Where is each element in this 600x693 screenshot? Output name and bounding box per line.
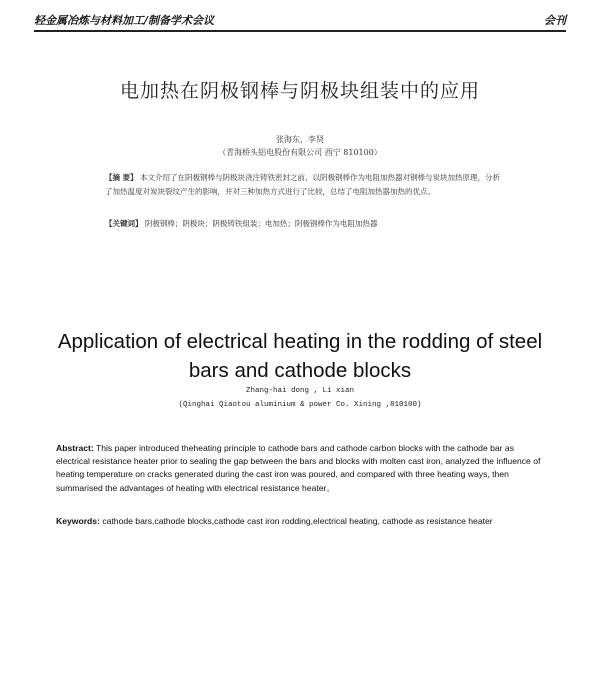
english-affiliation: (Qinghai Qiaotou aluminium & power Co. Xining ,810100) xyxy=(178,401,422,409)
section-name: 会刊 xyxy=(544,14,566,27)
chinese-abstract xyxy=(105,171,505,199)
english-authors: Zhang-hai dong , Li xian xyxy=(245,387,355,395)
running-header xyxy=(34,8,566,32)
chinese-keywords-label: 【关键词】 xyxy=(105,219,143,228)
english-title: Application of electrical heating in the rodding of steel bars and cathode blocks xyxy=(57,330,543,382)
chinese-keywords-text: 阴极钢棒；阴极块；阴极铸铁組装；电加热；阴极钢棒作为电阻加热器 xyxy=(144,219,378,228)
english-abstract xyxy=(56,442,548,495)
english-keywords-label: Keywords: xyxy=(56,516,100,526)
english-keywords-text: cathode bars,cathode blocks,cathode cast iron rodding,electrical heating, cathode as resistance heater xyxy=(102,516,493,526)
chinese-abstract-text: 本文介绍了在阴极钢棒与阴极块浇注铸铁密封之前，以阴极钢棒作为电阻加热器对钢棒与炭块加热原理，分析了加热温度对炭块裂纹产生的影响，并对三种加热方式进行了比较，总结了电阻加热器加热的优点。 xyxy=(105,173,501,196)
english-keywords xyxy=(56,515,548,528)
chinese-title: 电加热在阴极钢棒与阴极块组装中的应用 xyxy=(119,80,480,102)
journal-name: 轻金属冶炼与材料加工/制备学术会议 xyxy=(34,14,215,27)
english-abstract-label: Abstract: xyxy=(56,443,94,453)
english-abstract-text: This paper introduced theheating principle to cathode bars and cathode carbon blocks with the cathode bar as electrical resistance heater prior to sealing the gap between the bars and blocks with molten cast iron, analyzed the influence of heating temperature on cracks generated during the cast iron was poured, and compared with three heating ways, then summarised the advantages of heating with electrical resistance heater。 xyxy=(56,443,541,493)
chinese-abstract-label: 【摘 要】 xyxy=(105,173,138,182)
chinese-keywords xyxy=(105,217,505,231)
chinese-authors: 张海东，李贤 xyxy=(276,135,324,144)
chinese-affiliation: （青海桥头铝电股份有限公司 西宁 810100） xyxy=(218,148,382,157)
